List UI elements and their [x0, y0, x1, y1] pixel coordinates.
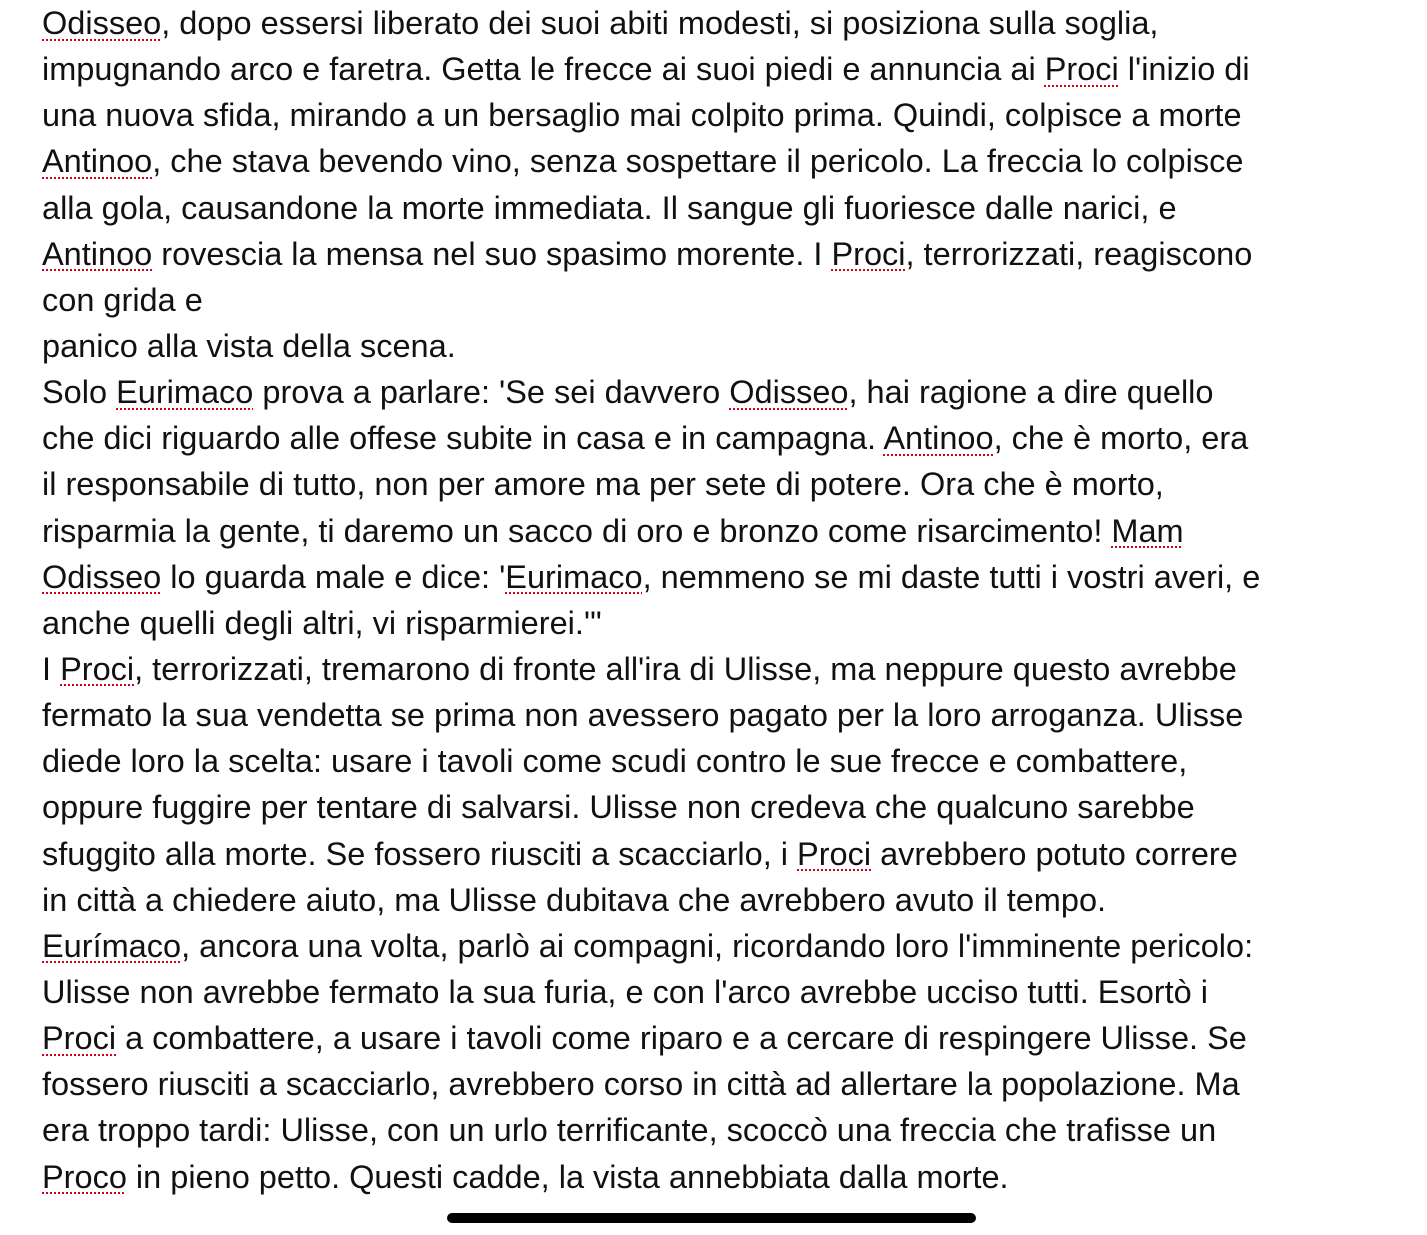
spellcheck-flagged-word: Antinoo [42, 235, 153, 272]
text-segment: che dici riguardo alle offese subite in casa e in campagna. [42, 420, 884, 457]
text-segment: rovescia la mensa nel suo spasimo morente. I [152, 235, 832, 272]
text-segment: impugnando arco e faretra. Getta le frecce ai suoi piedi e annuncia ai [42, 51, 1045, 88]
spellcheck-flagged-word: Proci [1044, 51, 1119, 88]
text-segment: I [42, 650, 61, 687]
text-segment: oppure fuggire per tentare di salvarsi. Ulisse non credeva che qualcuno sarebbe [42, 789, 1195, 826]
text-segment: il responsabile di tutto, non per amore ma per sete di potere. Ora che è morto, [42, 466, 1164, 503]
spellcheck-flagged-word: Odisseo [42, 558, 162, 595]
text-line [42, 508, 1387, 554]
text-line [42, 0, 1387, 46]
text-segment: con grida e [42, 281, 203, 318]
text-line [42, 1154, 1387, 1200]
text-line [42, 231, 1387, 277]
home-indicator[interactable] [447, 1213, 976, 1223]
text-line [42, 877, 1387, 923]
text-segment: fermato la sua vendetta se prima non avessero pagato per la loro arroganza. Ulisse [42, 697, 1244, 734]
text-segment: avrebbero potuto correre [871, 835, 1238, 872]
text-segment: lo guarda male e dice: ' [161, 558, 506, 595]
text-segment: prova a parlare: 'Se sei davvero [253, 374, 730, 411]
spellcheck-flagged-word: Odisseo [729, 374, 849, 411]
text-line [42, 1015, 1387, 1061]
text-segment: risparmia la gente, ti daremo un sacco di oro e bronzo come risarcimento! [42, 512, 1112, 549]
spellcheck-flagged-word: Proci [60, 650, 135, 687]
text-segment: panico alla vista della scena. [42, 327, 456, 364]
text-line [42, 969, 1387, 1015]
text-line [42, 461, 1387, 507]
spellcheck-flagged-word: Proci [797, 835, 872, 872]
text-segment: una nuova sfida, mirando a un bersaglio mai colpito prima. Quindi, colpisce a morte [42, 97, 1242, 134]
text-segment: a combattere, a usare i tavoli come riparo e a cercare di respingere Ulisse. Se [116, 1020, 1247, 1057]
spellcheck-flagged-word: Mam [1111, 512, 1184, 549]
text-segment: , hai ragione a dire quello [848, 374, 1214, 411]
text-line [42, 831, 1387, 877]
spellcheck-flagged-word: Antinoo [42, 143, 153, 180]
text-line [42, 692, 1387, 738]
spellcheck-flagged-word: Antinoo [883, 420, 994, 457]
text-segment: diede loro la scelta: usare i tavoli come scudi contro le sue frecce e combattere, [42, 743, 1188, 780]
text-line [42, 600, 1387, 646]
document-body[interactable] [42, 0, 1387, 1200]
text-segment: Ulisse non avrebbe fermato la sua furia, e con l'arco avrebbe ucciso tutti. Esortò i [42, 973, 1208, 1010]
text-segment: in pieno petto. Questi cadde, la vista annebbiata dalla morte. [126, 1158, 1009, 1195]
spellcheck-flagged-word: Proco [42, 1158, 127, 1195]
text-segment: , ancora una volta, parlò ai compagni, ricordando loro l'imminente pericolo: [181, 927, 1254, 964]
text-segment: Solo [42, 374, 117, 411]
text-segment: in città a chiedere aiuto, ma Ulisse dubitava che avrebbero avuto il tempo. [42, 881, 1107, 918]
text-line [42, 784, 1387, 830]
text-segment: , che è morto, era [993, 420, 1249, 457]
text-segment: l'inizio di [1118, 51, 1250, 88]
text-line [42, 923, 1387, 969]
text-line [42, 92, 1387, 138]
text-segment: sfuggito alla morte. Se fossero riusciti a scacciarlo, i [42, 835, 798, 872]
text-line [42, 1107, 1387, 1153]
text-segment: , nemmeno se mi daste tutti i vostri averi, e [642, 558, 1261, 595]
text-segment: fossero riusciti a scacciarlo, avrebbero corso in città ad allertare la popolazione. Ma [42, 1066, 1240, 1103]
text-segment: alla gola, causandone la morte immediata. Il sangue gli fuoriesce dalle narici, e [42, 189, 1177, 226]
text-line [42, 554, 1387, 600]
text-line [42, 138, 1387, 184]
text-segment: , terrorizzati, tremarono di fronte all'ira di Ulisse, ma neppure questo avrebbe [134, 650, 1237, 687]
text-line [42, 1061, 1387, 1107]
text-segment: , terrorizzati, reagiscono [905, 235, 1253, 272]
text-line [42, 277, 1387, 323]
spellcheck-flagged-word: Odisseo [42, 5, 162, 41]
text-segment: era troppo tardi: Ulisse, con un urlo terrificante, scoccò una freccia che trafisse un [42, 1112, 1217, 1149]
spellcheck-flagged-word: Eurimaco [116, 374, 254, 411]
text-segment: anche quelli degli altri, vi risparmierei.'" [42, 604, 602, 641]
text-segment: , dopo essersi liberato dei suoi abiti modesti, si posiziona sulla soglia, [161, 5, 1159, 41]
spellcheck-flagged-word: Proci [42, 1020, 117, 1057]
text-line [42, 646, 1387, 692]
spellcheck-flagged-word: Eurímaco [42, 927, 182, 964]
spellcheck-flagged-word: Proci [831, 235, 906, 272]
text-line [42, 46, 1387, 92]
text-segment: , che stava bevendo vino, senza sospettare il pericolo. La freccia lo colpisce [152, 143, 1244, 180]
text-line [42, 738, 1387, 784]
text-line [42, 415, 1387, 461]
text-line [42, 185, 1387, 231]
spellcheck-flagged-word: Eurimaco [505, 558, 643, 595]
text-line [42, 323, 1387, 369]
text-line [42, 369, 1387, 415]
